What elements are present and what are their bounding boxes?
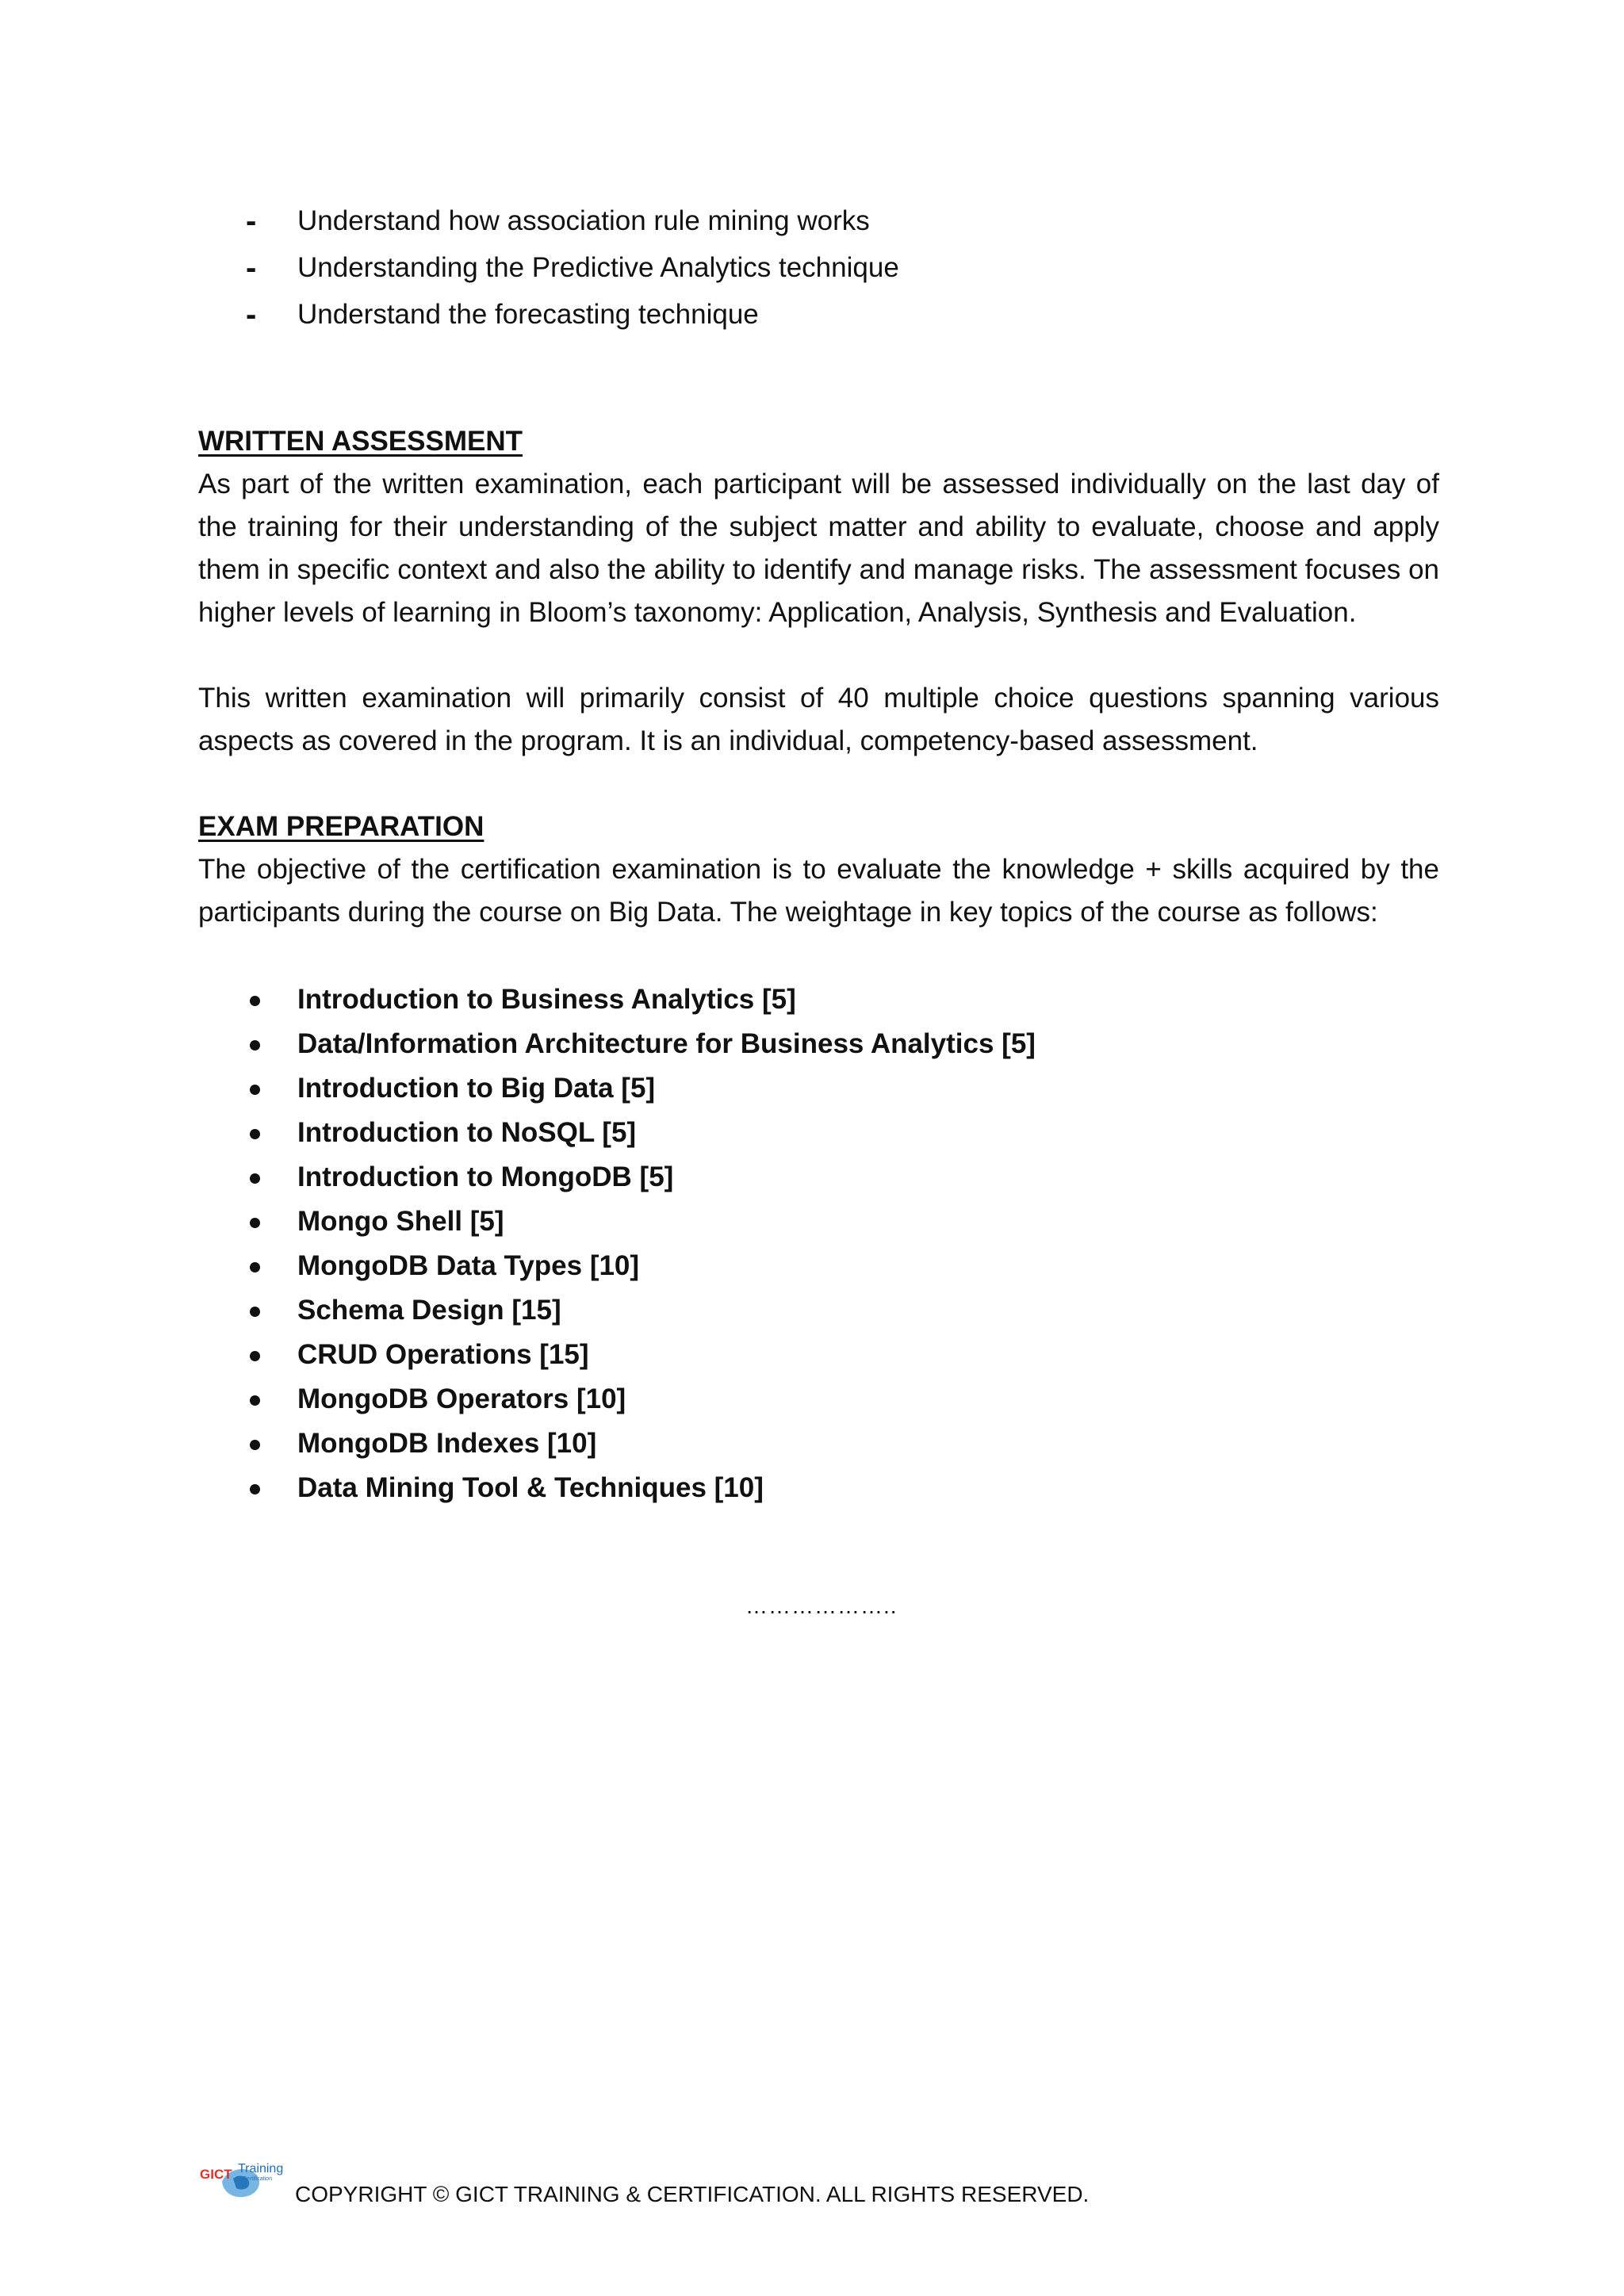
dash-marker: - [246,251,257,285]
list-item [198,293,1439,340]
logo-gi-text: GICT [200,2167,232,2182]
topic-text: Introduction to Big Data [5] [297,1073,656,1104]
topic-text: MongoDB Indexes [10] [297,1428,597,1459]
topics-list [198,978,1439,1511]
page-footer [198,2155,1229,2206]
bullet-icon [250,1351,260,1361]
topic-item [198,1378,1439,1422]
topic-text: Introduction to NoSQL [5] [297,1117,637,1148]
list-item [198,200,1439,247]
topic-item [198,1422,1439,1467]
topic-item [198,1112,1439,1156]
logo-training-text: Training [238,2162,284,2175]
topic-item [198,1067,1439,1112]
list-item-text: Understand how association rule mining works [297,205,870,236]
dash-marker: - [246,297,257,332]
bullet-icon [250,1173,260,1184]
intro-list [198,200,1439,340]
bullet-icon [250,1307,260,1317]
topic-item [198,1156,1439,1200]
topic-text: Data Mining Tool & Techniques [10] [297,1472,764,1503]
copyright-text: COPYRIGHT © GICT TRAINING & CERTIFICATION. ALL RIGHTS RESERVED. [295,2182,1090,2206]
topic-text: MongoDB Data Types [10] [297,1250,640,1281]
bullet-icon [250,1040,260,1050]
topic-text: MongoDB Operators [10] [297,1383,626,1414]
topic-item [198,978,1439,1023]
written-assessment-heading: WRITTEN ASSESSMENT [198,426,523,457]
written-assessment-paragraph-2: This written examination will primarily consist of 40 multiple choice questions spanning various aspects as covered in the program. It is an individual, competency-based assessment. [198,683,1439,756]
list-item-text: Understand the forecasting technique [297,299,759,330]
topic-text: Data/Information Architecture for Business Analytics [5] [297,1028,1036,1059]
bullet-icon [250,1262,260,1272]
logo-certification-text: Certification [243,2176,272,2182]
topic-item [198,1467,1439,1511]
bullet-icon [250,1395,260,1406]
page-content [198,200,1439,1511]
bullet-icon [250,996,260,1006]
list-item [198,247,1439,293]
topic-text: CRUD Operations [15] [297,1339,589,1370]
svg-text:GICT [200,2167,232,2182]
topic-item [198,1245,1439,1289]
exam-preparation-heading: EXAM PREPARATION [198,811,485,842]
bullet-icon [250,1085,260,1095]
topic-item [198,1200,1439,1245]
topic-text: Mongo Shell [5] [297,1206,504,1237]
topic-text: Introduction to Business Analytics [5] [297,984,796,1015]
gict-logo [198,2155,285,2201]
topic-text: Introduction to MongoDB [5] [297,1161,674,1192]
bullet-icon [250,1440,260,1450]
written-assessment-paragraph-1: As part of the written examination, each participant will be assessed individually on the last day of the training for their understanding of the subject matter and ability to evaluate, choose and apply them in specific context and also the ability to identify and manage risks. The assessment focuses on higher levels of learning in Bloom’s taxonomy: Application, Analysis, Synthesis and Evaluation. [198,469,1439,628]
topic-item [198,1023,1439,1067]
exam-preparation-paragraph: The objective of the certification examination is to evaluate the knowledge + skills acquired by the participants during the course on Big Data. The weightage in key topics of the course as follows: [198,854,1439,928]
bullet-icon [250,1218,260,1228]
list-item-text: Understanding the Predictive Analytics technique [297,252,899,283]
end-separator: ……………….. [745,1594,898,1618]
bullet-icon [250,1484,260,1494]
topic-item [198,1334,1439,1378]
bullet-icon [250,1129,260,1139]
dash-marker: - [246,204,257,239]
topic-text: Schema Design [15] [297,1295,561,1326]
topic-item [198,1289,1439,1334]
